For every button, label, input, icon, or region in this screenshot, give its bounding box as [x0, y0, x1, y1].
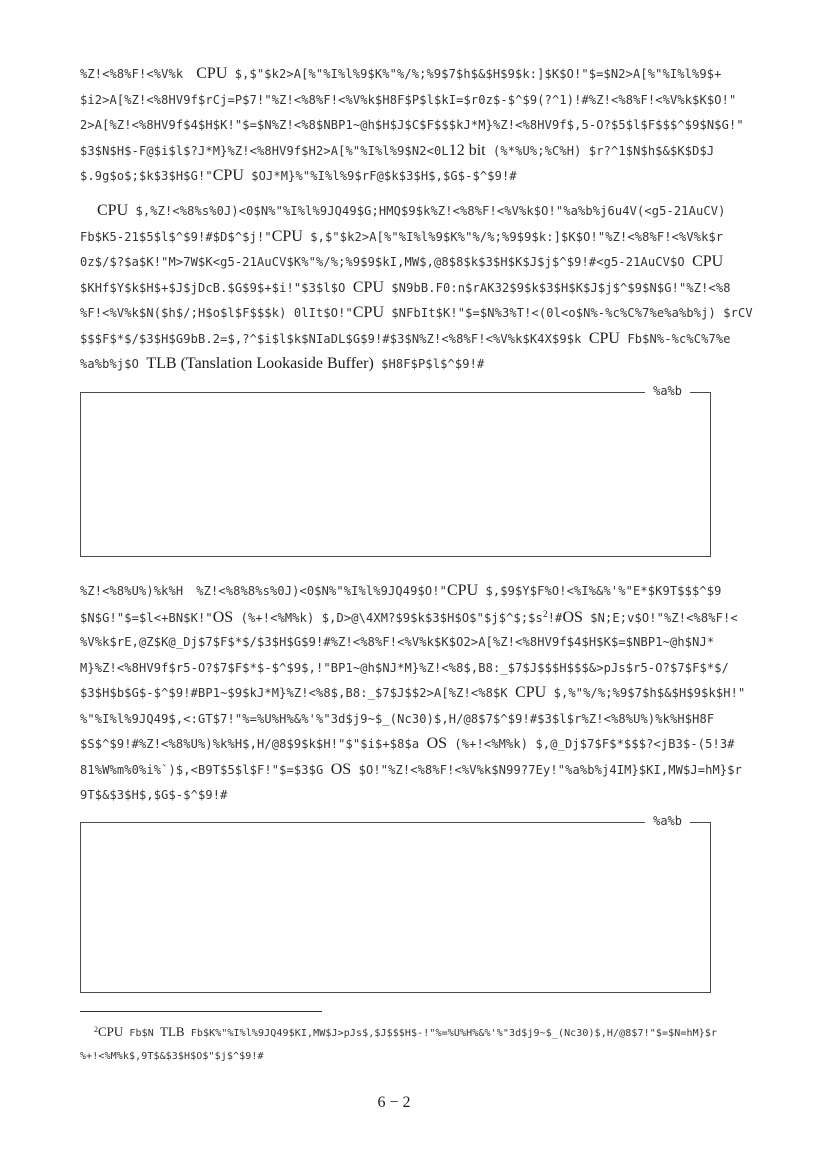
- text-segment: Fb$N: [123, 1028, 161, 1039]
- text-segment: 9T$&$3$H$,$G$-$^$9!#: [80, 788, 228, 802]
- text-line: [80, 137, 748, 163]
- text-segment: CPU: [98, 1024, 124, 1039]
- text-line: [80, 350, 748, 376]
- figure-box-2: [80, 814, 711, 993]
- text-segment: %F!<%V%k$N($h$/;H$o$l$F$$$k) 0lIt$O!": [80, 306, 353, 320]
- text-segment: (%+!<%M%k) $,D>@\4XM?$9$k$3$H$O$"$j$^$;$s: [233, 610, 543, 625]
- text-segment: TLB (Tanslation Lookaside Buffer): [146, 355, 374, 372]
- text-segment: OS: [426, 735, 448, 752]
- text-segment: $i2>A[%Z!<%8HV9f$rCj=P$7!"%Z!<%8%F!<%V%k$H8F$P$l$kI=$r0z$-$^$9(?^1)!#%Z!<%8%F!<%V%k$K$O!": [80, 92, 737, 107]
- text-segment: Fb$K5-21$5$l$^$9!#$D$^$j!": [80, 229, 272, 244]
- text-segment: CPU: [588, 329, 620, 347]
- text-segment: $NFbIt$K!"$=$N%3%T!<(0l<o$N%-%c%C%7%e%a%b%j) $rCV: [384, 306, 753, 320]
- text-line: [80, 162, 748, 188]
- text-line: [80, 1018, 748, 1042]
- text-segment: %V%k$rE,@Z$K@_Dj$7$F$*$/$3$H$G$9!#%Z!<%8%F!<%V%k$K$O2>A[%Z!<%8HV9f$4$H$K$=$NBP1~@h$NJ*: [80, 635, 715, 649]
- text-segment: $,$"$k2>A[%"%I%l%9$K%"%/%;%9$7$h$&$H$9$k:]$K$O!"$=$N2>A[%"%I%l%9$+: [227, 67, 722, 81]
- text-segment: CPU: [352, 304, 384, 321]
- text-line: [80, 197, 748, 223]
- text-segment: %Z!<%8%8%s%0J)<0$N%"%I%l%9JQ49$O!": [196, 584, 447, 598]
- text-segment: CPU: [97, 202, 129, 219]
- text-line: [80, 603, 748, 629]
- text-segment: Fb$N%-%c%C%7%e: [619, 331, 731, 346]
- figure-box-1: [80, 384, 711, 557]
- text-segment: $$$F$*$/$3$H$G9bB.2=$,?^$i$l$k$NIaDL$G$9!#$3$N%Z!<%8%F!<%V%k$K4X$9$k: [80, 331, 589, 346]
- text-segment: $N;E;v$O!"%Z!<%8%F!<: [582, 610, 738, 625]
- text-segment: 2: [542, 609, 548, 620]
- text-segment: CPU: [212, 167, 244, 184]
- text-segment: $,%Z!<%8%s%0J)<0$N%"%I%l%9JQ49$G;HMQ$9$k%Z!<%8%F!<%V%k$O!"%a%b%j6u4V(<g5-21AuCV): [128, 204, 726, 218]
- paragraph-page-table: [80, 60, 748, 188]
- text-segment: $,$9$Y$F%O!<%I%&%'%"E*$K9T$$$^$9: [478, 584, 722, 598]
- text-segment: $S$^$9!#%Z!<%8%U%)%k%H$,H/@8$9$k$H!"$"$i$+$8$a: [80, 737, 427, 751]
- text-segment: OS: [330, 760, 352, 778]
- text-segment: $N9bB.F0:n$rAK32$9$k$3$H$K$J$j$^$9$N$G!"%Z!<%8: [384, 280, 731, 295]
- text-segment: 12 bit: [448, 141, 486, 159]
- text-segment: $N$G!"$=$l<+BN$K!": [80, 610, 213, 625]
- text-segment: %Z!<%8%F!<%V%k: [80, 67, 184, 81]
- text-segment: $3$N$H$-F@$i$l$?J*M}%Z!<%8HV9f$H2>A[%"%I%l%9$N2<0L: [80, 143, 449, 158]
- text-line: [80, 299, 753, 325]
- page-number: 6 − 2: [377, 1094, 411, 1111]
- footnote-rule: [80, 1011, 322, 1012]
- text-segment: $KHf$Y$k$H$+$J$jDcB.$G$9$+$i!"$3$l$O: [80, 280, 353, 295]
- text-line: [80, 60, 748, 86]
- text-segment: Fb$K%"%I%l%9JQ49$KI,MW$J>pJs$,$J$$$H$-!"%=%U%H%&%'%"3d$j9~$_(Nc30)$,H/@8$7!"$=$N=hM}$r: [184, 1028, 718, 1039]
- text-segment: !#: [547, 610, 563, 625]
- text-segment: TLB: [160, 1024, 185, 1039]
- text-line: [80, 274, 748, 300]
- text-line: [80, 654, 748, 680]
- text-segment: CPU: [447, 582, 479, 599]
- paragraph-tlb: [80, 197, 753, 376]
- text-segment: M}%Z!<%8HV9f$r5-O?$7$F$*$-$^$9$,!"BP1~@h$NJ*M}%Z!<%8$,B8:_$7$J$$$H$$$&>pJs$r5-O?$7$F$*$/: [80, 660, 729, 675]
- text-line: [80, 1042, 748, 1066]
- text-segment: $,$"$k2>A[%"%I%l%9$K%"%/%;%9$9$k:]$K$O!"%Z!<%8%F!<%V%k$r: [302, 229, 724, 244]
- text-segment: 0z$/$?$a$K!"M>7W$K<g5-21AuCV$K%"%/%;%9$9$kI,MW$,@8$8$k$3$H$K$J$j$^$9!#<g5-21AuCV$O: [80, 255, 693, 269]
- text-segment: %"%I%l%9JQ49$,<:GT$7!"%=%U%H%&%'%"3d$j9~$_(Nc30)$,H/@8$7$^$9!#$3$l$r%Z!<%8%U%)%k%H$H8F: [80, 711, 715, 726]
- text-segment: CPU: [196, 65, 228, 82]
- text-line: [80, 781, 748, 807]
- text-segment: CPU: [271, 227, 303, 245]
- text-segment: 81%W%m%0%i%`)$,<B9T$5$l$F!"$=$3$G: [80, 762, 331, 777]
- text-segment: $.9g$o$;$k$3$H$G!": [80, 169, 213, 183]
- text-segment: CPU: [352, 278, 384, 296]
- footnote: [80, 1018, 748, 1065]
- text-line: [80, 86, 748, 112]
- text-line: [80, 628, 748, 654]
- text-line: [80, 111, 748, 137]
- text-segment: OS: [212, 608, 234, 626]
- text-line: [80, 705, 748, 731]
- text-segment: %+!<%M%k$,9T$&$3$H$O$"$j$^$9!#: [80, 1050, 264, 1062]
- text-segment: OS: [562, 608, 583, 626]
- text-segment: 2: [94, 1025, 98, 1034]
- text-segment: CPU: [692, 253, 724, 270]
- text-segment: %Z!<%8%U%)%k%H: [80, 584, 184, 598]
- text-line: [80, 756, 748, 782]
- text-line: [80, 248, 748, 274]
- text-line: [80, 730, 748, 756]
- text-line: [80, 223, 748, 249]
- text-segment: $3$H$b$G$-$^$9!#BP1~$9$kJ*M}%Z!<%8$,B8:_$7$J$$2>A[%Z!<%8$K: [80, 686, 516, 700]
- text-segment: %a%b%j$O: [80, 357, 147, 371]
- text-segment: (%*%U%;%C%H) $r?^1$N$h$&$K$D$J: [485, 143, 715, 158]
- text-line: [80, 325, 748, 351]
- figure-label-1: %a%b: [645, 384, 690, 398]
- text-segment: (%+!<%M%k) $,@_Dj$7$F$*$$$?<jB3$-(5!3#: [447, 737, 735, 751]
- text-line: [80, 577, 748, 603]
- text-segment: $O!"%Z!<%8%F!<%V%k$N99?7Ey!"%a%b%j4IM}$KI,MW$J=hM}$r: [351, 762, 743, 777]
- text-segment: 2>A[%Z!<%8HV9f$4$H$K!"$=$N%Z!<%8$NBP1~@h$H$J$C$F$$$kJ*M}%Z!<%8HV9f$,5-O?$5$l$F$$$^$9$N$G!": [80, 118, 744, 132]
- figure-label-2: %a%b: [645, 814, 690, 828]
- text-segment: $OJ*M}%"%I%l%9$rF@$k$3$H$,$G$-$^$9!#: [243, 169, 517, 183]
- paragraph-page-fault: [80, 577, 748, 807]
- text-segment: CPU: [515, 684, 547, 701]
- text-line: [80, 679, 748, 705]
- text-segment: $,%"%/%;%9$7$h$&$H$9$k$H!": [546, 686, 746, 700]
- text-segment: $H8F$P$l$^$9!#: [373, 357, 485, 371]
